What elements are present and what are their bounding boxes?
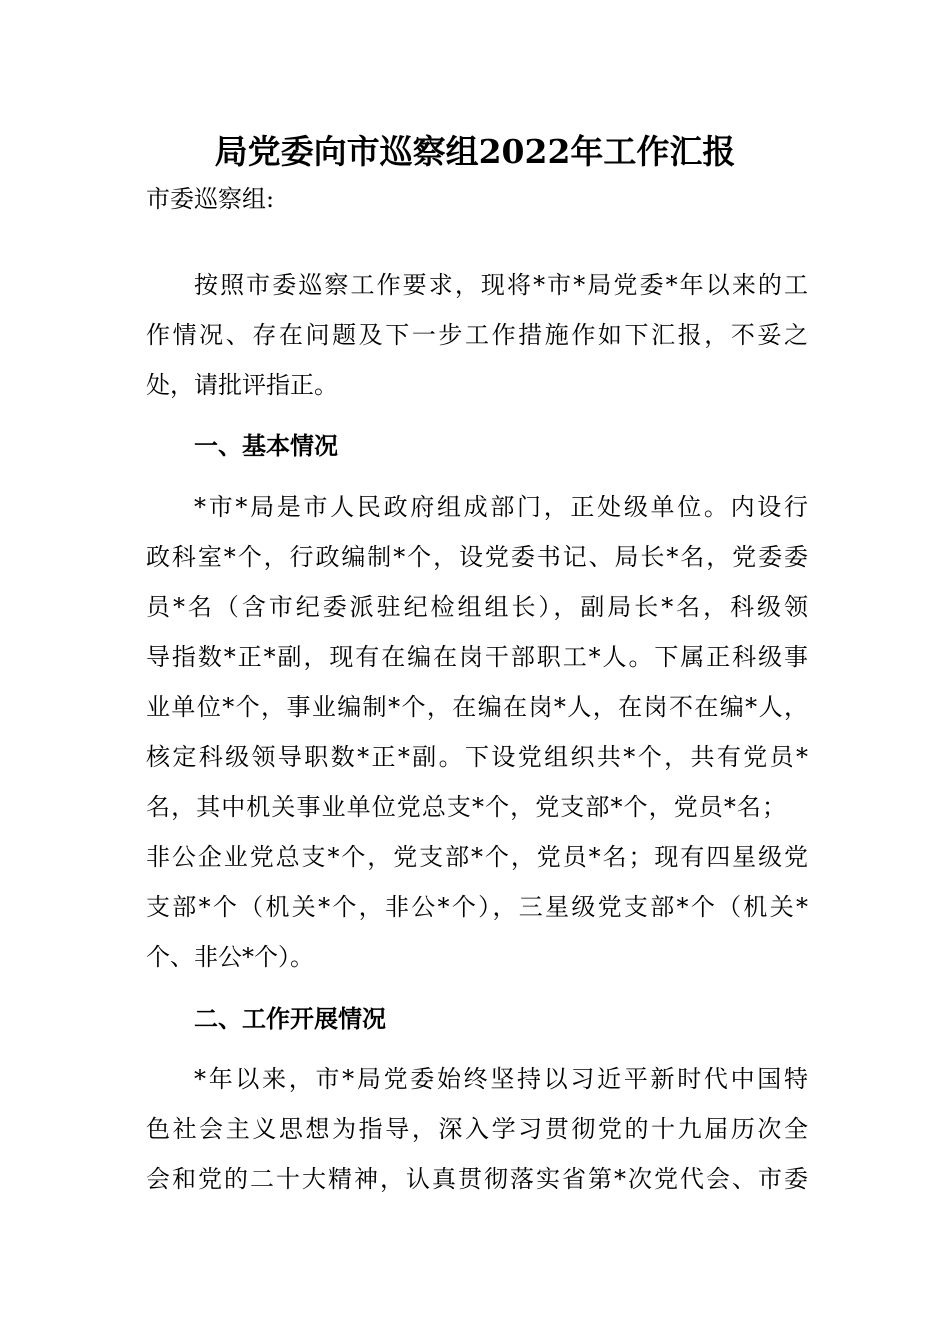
section-heading-work: 二、工作开展情况 [194, 1004, 386, 1033]
intro-line: 作情况、存在问题及下一步工作措施作如下汇报，不妥之 [146, 321, 808, 349]
document-title: 局党委向市巡察组2022年工作汇报 [214, 132, 736, 171]
section1-line: 员*名（含市纪委派驻纪检组组长），副局长*名，科级领 [146, 593, 808, 621]
section1-line: 核定科级领导职数*正*副。下设党组织共*个，共有党员* [146, 743, 808, 771]
section1-line: 政科室*个，行政编制*个，设党委书记、局长*名，党委委 [146, 543, 808, 571]
section1-line: 非公企业党总支*个，党支部*个，党员*名；现有四星级党 [146, 843, 808, 871]
section2-line: 会和党的二十大精神，认真贯彻落实省第*次党代会、市委 [146, 1165, 808, 1193]
intro-line: 处，请批评指正。 [146, 371, 338, 399]
section2-line: 色社会主义思想为指导，深入学习贯彻党的十九届历次全 [146, 1115, 808, 1143]
section1-line: 名，其中机关事业单位党总支*个，党支部*个，党员*名； [146, 793, 786, 821]
section1-line: 支部*个（机关*个，非公*个），三星级党支部*个（机关* [146, 893, 808, 921]
intro-line: 按照市委巡察工作要求，现将*市*局党委*年以来的工 [194, 271, 808, 299]
salutation: 市委巡察组: [146, 185, 275, 213]
section1-line: 个、非公*个）。 [146, 943, 314, 971]
section2-line: *年以来，市*局党委始终坚持以习近平新时代中国特 [194, 1065, 808, 1093]
section1-line: 导指数*正*副，现有在编在岗干部职工*人。下属正科级事 [146, 643, 808, 671]
section1-line: *市*局是市人民政府组成部门，正处级单位。内设行 [194, 493, 808, 521]
section-heading-basic: 一、基本情况 [194, 431, 338, 460]
section1-line: 业单位*个，事业编制*个，在编在岗*人，在岗不在编*人， [146, 693, 808, 721]
